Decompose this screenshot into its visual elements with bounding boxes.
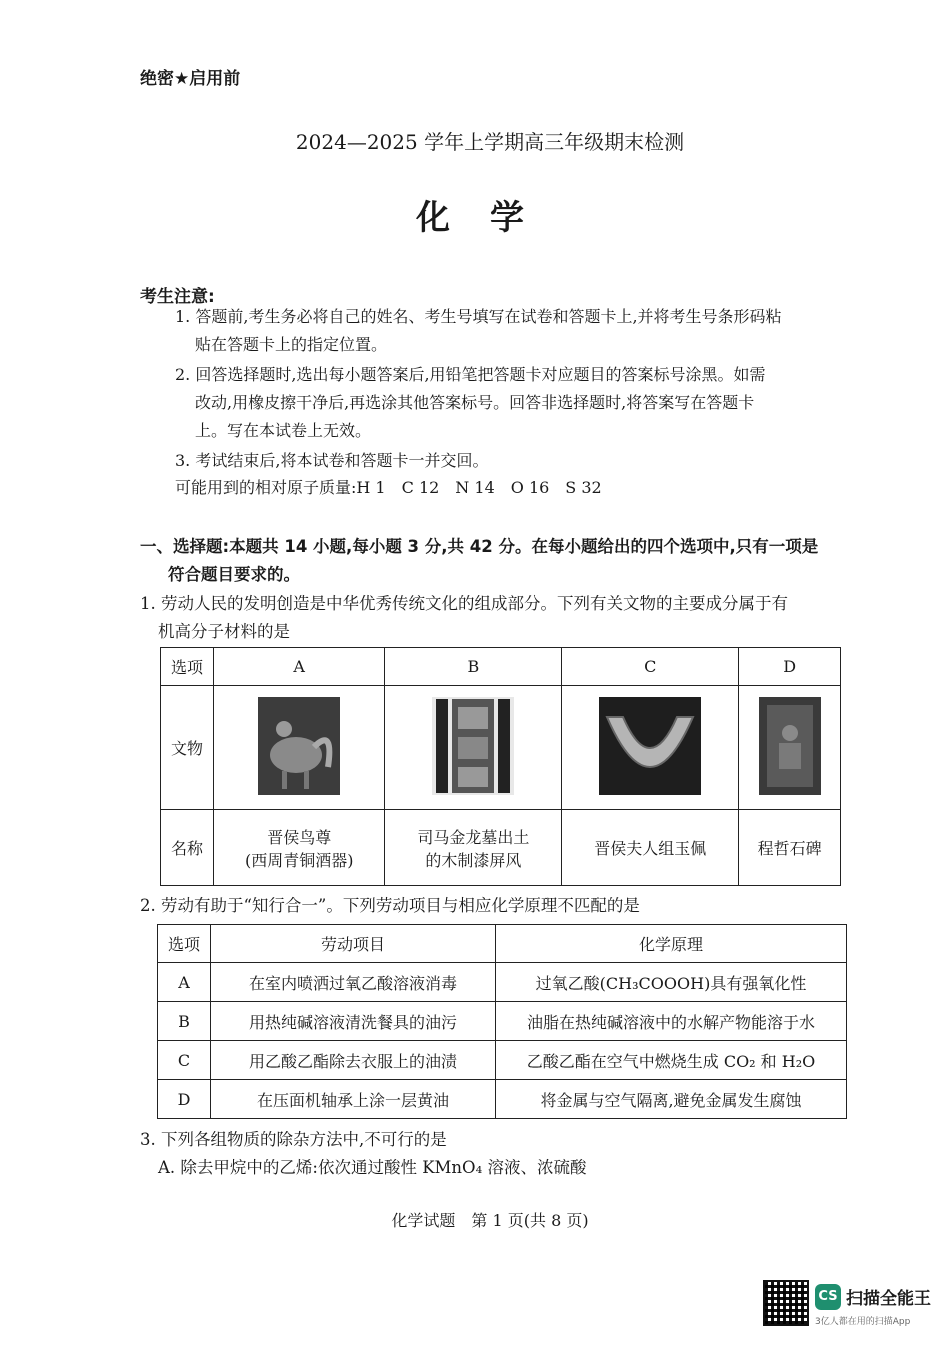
- notice-item-1: 1. 答题前,考生务必将自己的姓名、考生号填写在试卷和答题卡上,并将考生号条形码粘 贴在答题卡上的指定位置。: [175, 307, 782, 354]
- question-2-table: [157, 924, 847, 1119]
- lacquer-screen-image: [432, 697, 514, 795]
- row-label: 选项: [161, 648, 214, 686]
- table-row: A 在室内喷洒过氧乙酸溶液消毒 过氧乙酸(CH₃COOOH)具有强氧化性: [158, 963, 847, 1002]
- question-1-table: [160, 647, 841, 886]
- question-3-option-a: A. 除去甲烷中的乙烯:依次通过酸性 KMnO₄ 溶液、浓硫酸: [158, 1158, 587, 1177]
- table-row: D 在压面机轴承上涂一层黄油 将金属与空气隔离,避免金属发生腐蚀: [158, 1080, 847, 1119]
- artifact-name-d: 程哲石碑: [739, 810, 841, 886]
- table-row: C 用乙酸乙酯除去衣服上的油渍 乙酸乙酯在空气中燃烧生成 CO₂ 和 H₂O: [158, 1041, 847, 1080]
- question-3-stem: 3. 下列各组物质的除杂方法中,不可行的是: [140, 1130, 447, 1149]
- artifact-name-b: 司马金龙墓出土 的木制漆屏风: [385, 810, 562, 886]
- question-1-stem: 1. 劳动人民的发明创造是中华优秀传统文化的组成部分。下列有关文物的主要成分属于有 机高分子材料的是: [140, 594, 788, 641]
- option-d: D: [739, 648, 841, 686]
- question-2-stem: 2. 劳动有助于“知行合一”。下列劳动项目与相应化学原理不匹配的是: [140, 896, 640, 915]
- option-b: B: [385, 648, 562, 686]
- option-a: A: [214, 648, 385, 686]
- stone-stele-image: [759, 697, 821, 795]
- atomic-mass-line: 可能用到的相对原子质量:H 1 C 12 N 14 O 16 S 32: [175, 478, 602, 497]
- page-footer: 化学试题 第 1 页(共 8 页): [391, 1211, 589, 1230]
- artifact-name-a: 晋侯鸟尊 (西周青铜酒器): [214, 810, 385, 886]
- artifact-image-d: [739, 686, 841, 810]
- scanner-tagline: 3亿人都在用的扫描App: [815, 1317, 911, 1327]
- exam-title: 2024—2025 学年上学期高三年级期末检测: [295, 130, 685, 154]
- scanner-app-name: 扫描全能王: [846, 1289, 931, 1309]
- artifact-name-c: 晋侯夫人组玉佩: [562, 810, 739, 886]
- artifact-image-c: [562, 686, 739, 810]
- section-heading: 一、选择题:本题共 14 小题,每小题 3 分,共 42 分。在每小题给出的四个选项中,只有一项是 符合题目要求的。: [140, 537, 819, 584]
- notice-heading: 考生注意:: [140, 287, 215, 307]
- artifact-image-b: [385, 686, 562, 810]
- table-row: B 用热纯碱溶液清洗餐具的油污 油脂在热纯碱溶液中的水解产物能溶于水: [158, 1002, 847, 1041]
- header-principle: 化学原理: [496, 925, 847, 963]
- notice-item-3: 3. 考试结束后,将本试卷和答题卡一并交回。: [175, 451, 489, 470]
- artifact-image-a: [214, 686, 385, 810]
- camscanner-logo-icon: CS: [815, 1284, 841, 1310]
- notice-item-2: 2. 回答选择题时,选出每小题答案后,用铅笔把答题卡对应题目的答案标号涂黑。如需 改动,用橡皮擦干净后,再选涂其他答案标号。回答非选择题时,将答案写在答题卡 上。写在本试卷上无效。: [175, 365, 766, 440]
- header-option: 选项: [158, 925, 211, 963]
- bird-vessel-image: [258, 697, 340, 795]
- header-project: 劳动项目: [211, 925, 496, 963]
- subject-title: 化学: [416, 198, 564, 238]
- secret-label: 绝密★启用前: [140, 69, 241, 89]
- row-label: 名称: [161, 810, 214, 886]
- row-label: 文物: [161, 686, 214, 810]
- option-c: C: [562, 648, 739, 686]
- jade-pendant-image: [599, 697, 701, 795]
- qr-code-icon: [763, 1280, 809, 1326]
